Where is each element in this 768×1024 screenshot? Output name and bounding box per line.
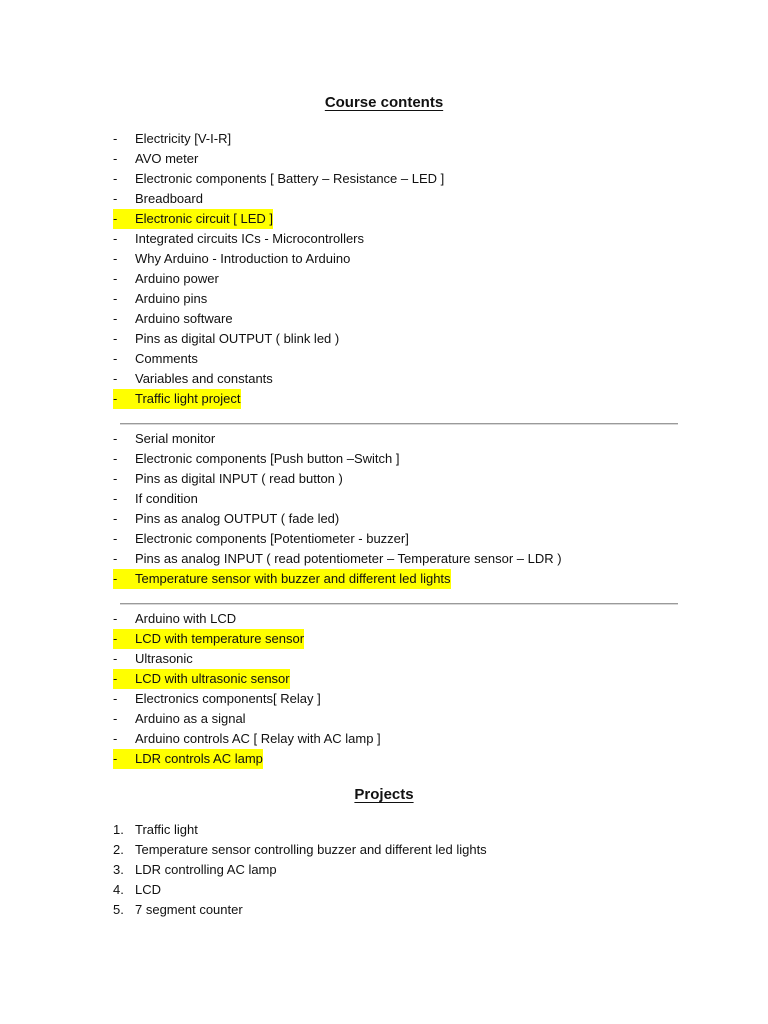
list-marker: 2. — [113, 842, 124, 857]
list-item-text: Traffic light project — [135, 389, 241, 409]
list-marker: - — [113, 251, 118, 266]
page-title-text: Course contents — [324, 94, 444, 111]
list-marker: - — [113, 271, 118, 286]
list-marker: - — [113, 491, 118, 506]
list-item-text: If condition — [135, 491, 198, 506]
list-marker: 1. — [113, 822, 124, 837]
list-item-text: Pins as digital OUTPUT ( blink led ) — [135, 331, 340, 346]
list-marker: - — [113, 691, 118, 706]
list-marker: - — [113, 629, 135, 649]
list-item-text: Ultrasonic — [135, 651, 193, 666]
list-marker: - — [113, 209, 135, 229]
list-item-text: Arduino pins — [135, 291, 208, 306]
list-item-text: Electricity [V-I-R] — [135, 131, 232, 146]
list-marker: - — [113, 569, 135, 589]
list-item-text: Electronic components [Push button –Switch ] — [135, 451, 400, 466]
list-marker: - — [113, 531, 118, 546]
list-item-text: Why Arduino - Introduction to Arduino — [135, 251, 351, 266]
list-item-text: LCD with temperature sensor — [135, 629, 304, 649]
list-item-text: Electronic circuit [ LED ] — [135, 209, 273, 229]
list-marker: - — [113, 451, 118, 466]
list-marker: - — [113, 291, 118, 306]
list-item-text: Arduino as a signal — [135, 711, 246, 726]
section-divider — [120, 603, 678, 605]
list-item-text: Comments — [135, 351, 198, 366]
list-marker: - — [113, 191, 118, 206]
list-marker: - — [113, 471, 118, 486]
list-marker: - — [113, 431, 118, 446]
list-item-text: AVO meter — [135, 151, 199, 166]
list-item-text: Integrated circuits ICs - Microcontrollers — [135, 231, 365, 246]
list-item-text: Serial monitor — [135, 431, 216, 446]
list-item-text: Arduino with LCD — [135, 611, 237, 626]
list-marker: - — [113, 351, 118, 366]
list-item-text: Variables and constants — [135, 371, 273, 386]
list-item-text: Arduino software — [135, 311, 233, 326]
list-marker: - — [113, 611, 118, 626]
list-marker: - — [113, 151, 118, 166]
list-item-text: Breadboard — [135, 191, 203, 206]
list-item-text: Electronics components[ Relay ] — [135, 691, 321, 706]
list-item-text: LCD — [135, 882, 162, 897]
list-item-text: Pins as analog OUTPUT ( fade led) — [135, 511, 340, 526]
list-marker: 5. — [113, 902, 124, 917]
list-item-text: Traffic light — [135, 822, 198, 837]
list-marker: - — [113, 731, 118, 746]
list-marker: - — [113, 749, 135, 769]
list-item-text: 7 segment counter — [135, 902, 243, 917]
list-item-text: Pins as digital INPUT ( read button ) — [135, 471, 343, 486]
list-marker: - — [113, 311, 118, 326]
projects-heading-text: Projects — [354, 786, 414, 803]
list-item-text: Temperature sensor with buzzer and different led lights — [135, 569, 451, 589]
list-marker: 4. — [113, 882, 124, 897]
list-marker: - — [113, 131, 118, 146]
list-item-text: Electronic components [Potentiometer - buzzer] — [135, 531, 409, 546]
list-marker: - — [113, 231, 118, 246]
list-marker: - — [113, 371, 118, 386]
list-marker: - — [113, 711, 118, 726]
list-marker: - — [113, 669, 135, 689]
list-marker: - — [113, 511, 118, 526]
list-item-text: Temperature sensor controlling buzzer and different led lights — [135, 842, 487, 857]
list-item-text: Pins as analog INPUT ( read potentiometer – Temperature sensor – LDR ) — [135, 551, 562, 566]
list-item-text: LDR controls AC lamp — [135, 749, 263, 769]
list-item-text: LDR controlling AC lamp — [135, 862, 277, 877]
list-item-text: Arduino power — [135, 271, 219, 286]
section-divider — [120, 423, 678, 425]
list-item-text: Electronic components [ Battery – Resistance – LED ] — [135, 171, 445, 186]
page-title — [0, 94, 768, 111]
list-item-text: LCD with ultrasonic sensor — [135, 669, 290, 689]
list-marker: - — [113, 331, 118, 346]
projects-heading — [0, 786, 768, 803]
list-item-text: Arduino controls AC [ Relay with AC lamp ] — [135, 731, 381, 746]
list-marker: 3. — [113, 862, 124, 877]
list-marker: - — [113, 651, 118, 666]
list-marker: - — [113, 551, 118, 566]
list-marker: - — [113, 389, 135, 409]
list-marker: - — [113, 171, 118, 186]
